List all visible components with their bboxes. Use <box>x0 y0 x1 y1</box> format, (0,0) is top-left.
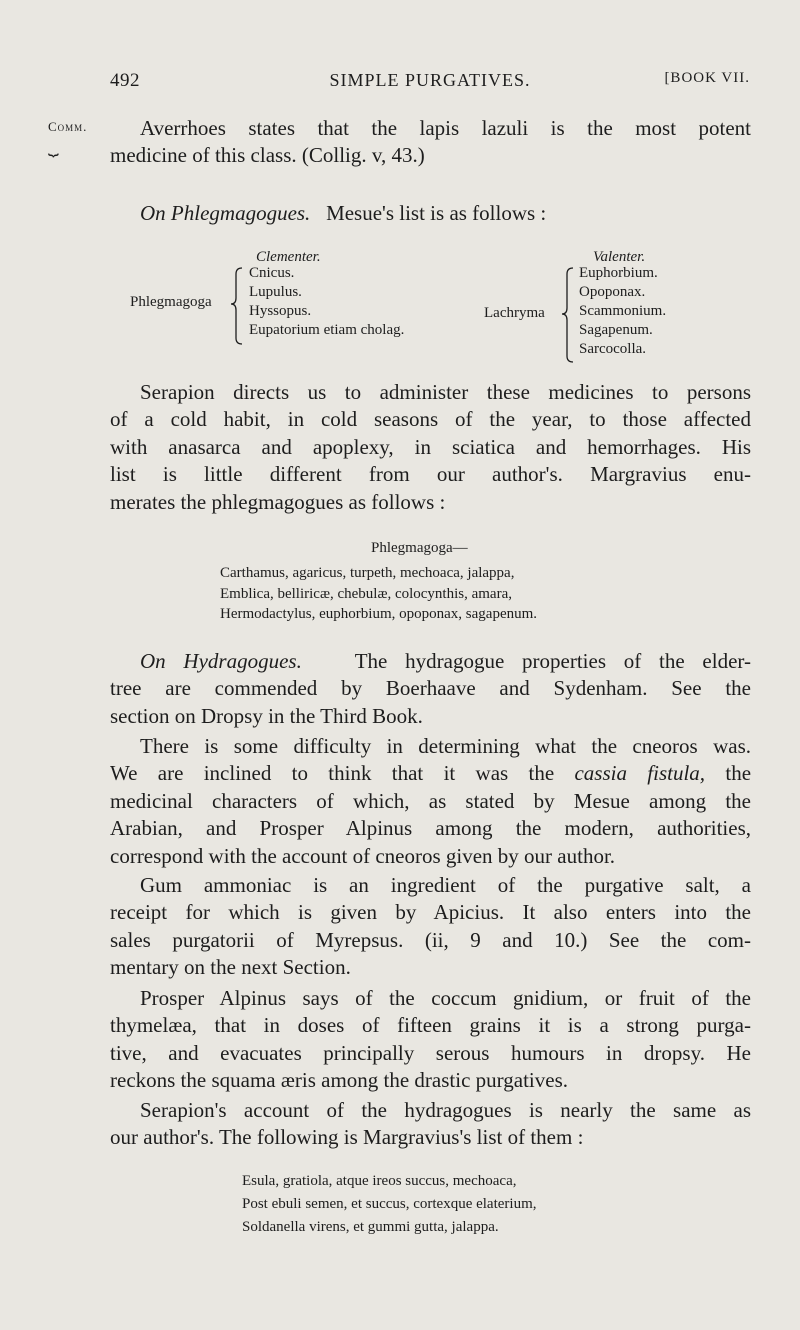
text-line: receipt for which is given by Apicius. It also enters into the <box>110 900 751 925</box>
text-run: We are inclined to think that it was the <box>110 761 555 786</box>
phlegm-heading <box>110 200 751 227</box>
text-run: the <box>725 761 752 786</box>
serapion-hydragogues-paragraph <box>110 1097 751 1152</box>
valenter-label: Valenter. <box>593 249 646 265</box>
verse-line: Emblica, belliricæ, chebulæ, colocynthis, amara, <box>220 585 512 602</box>
text-line: with anasarca and apoplexy, in sciatica and hemorrhages. His <box>110 434 751 459</box>
heading-italic: On Phlegmagogues. <box>140 201 311 225</box>
text-line: tree are commended by Boerhaave and Sydenham. See the <box>110 676 751 701</box>
margravius-phlegm-title: Phlegmagoga— <box>371 540 468 556</box>
valenter-list <box>579 264 666 359</box>
text-line: Gum ammoniac is an ingredient of the purgative salt, a <box>140 873 751 897</box>
list-item: Euphorbium. <box>579 265 658 281</box>
margin-note: Comm. <box>48 119 88 134</box>
text-line: thymelæa, that in doses of fifteen grains it is a strong purga- <box>110 1013 751 1038</box>
list-item: Hyssopus. <box>249 303 312 319</box>
list-item: Lupulus. <box>249 284 302 300</box>
margravius-hydra-list <box>242 1170 537 1239</box>
intro-paragraph <box>110 115 751 170</box>
list-item: Scammonium. <box>579 303 667 319</box>
heading-italic: On Hydragogues. <box>140 649 302 673</box>
text-line: correspond with the account of cneoros given by our author. <box>110 843 616 868</box>
hydragogues-paragraph <box>110 648 751 730</box>
text-line: of a cold habit, in cold seasons of the year, to those affected <box>110 407 751 432</box>
list-item: Sagapenum. <box>579 322 653 338</box>
heading-rest: Mesue's list is as follows : <box>326 201 547 225</box>
text-line: Serapion's account of the hydragogues is nearly the same as <box>140 1098 751 1122</box>
text-line: Prosper Alpinus says of the coccum gnidium, or fruit of the <box>140 986 751 1010</box>
serapion-paragraph <box>110 379 751 516</box>
margin-brace-icon: ⏟ <box>48 136 57 156</box>
margravius-phlegm-list <box>220 563 537 625</box>
cneoros-paragraph <box>110 733 751 870</box>
list-item: Sarcocolla. <box>579 341 647 357</box>
verse-line: Hermodactylus, euphorbium, opoponax, sagapenum. <box>220 606 538 622</box>
running-header <box>110 70 750 94</box>
list-item: Opoponax. <box>579 284 646 300</box>
text-line: Arabian, and Prosper Alpinus among the modern, authorities, <box>110 816 751 841</box>
verse-line: Post ebuli semen, et succus, cortexque elaterium, <box>242 1196 537 1212</box>
text-line: tive, and evacuates principally serous humours in dropsy. He <box>110 1040 751 1065</box>
clementer-label: Clementer. <box>256 249 321 265</box>
italic-term: cassia fistula, <box>574 761 706 786</box>
text-run: The hydragogue properties of the elder- <box>354 649 751 673</box>
page-number: 492 <box>110 70 140 91</box>
text-line: medicinal characters of which, as stated by Mesue among the <box>110 788 751 813</box>
text-line: our author's. The following is Margravius's list of them : <box>110 1125 584 1150</box>
lachryma-label: Lachryma <box>484 305 545 321</box>
clementer-list <box>249 264 404 340</box>
prosper-paragraph <box>110 985 751 1095</box>
verse-line: Esula, gratiola, atque ireos succus, mechoaca, <box>242 1173 517 1189</box>
text-line: section on Dropsy in the Third Book. <box>110 703 423 728</box>
book-label: [BOOK VII. <box>664 70 750 86</box>
text-line: list is little different from our author's. Margravius enu- <box>110 462 751 487</box>
verse-line: Carthamus, agaricus, turpeth, mechoaca, jalappa, <box>220 565 515 581</box>
text-line: merates the phlegmagogues as follows : <box>110 489 446 514</box>
gum-ammoniac-paragraph <box>110 872 751 982</box>
phlegmagoga-label: Phlegmagoga <box>130 294 212 310</box>
text-line: reckons the squama æris among the drastic purgatives. <box>110 1068 569 1093</box>
list-item: Eupatorium etiam cholag. <box>249 322 405 338</box>
left-brace-icon <box>230 266 246 346</box>
right-brace-icon <box>561 266 577 364</box>
text-line: Serapion directs us to administer these medicines to persons <box>140 380 751 404</box>
text-line: medicine of this class. (Collig. v, 43.) <box>110 143 425 168</box>
list-item: Cnicus. <box>249 265 295 281</box>
text-line: mentary on the next Section. <box>110 955 351 980</box>
running-title: SIMPLE PURGATIVES. <box>329 70 531 90</box>
text-line: Averrhoes states that the lapis lazuli is the most potent <box>140 116 751 140</box>
text-line: sales purgatorii of Myrepsus. (ii, 9 and 10.) See the com- <box>110 927 751 952</box>
text-line: There is some difficulty in determining what the cneoros was. <box>140 734 751 758</box>
verse-line: Soldanella virens, et gummi gutta, jalappa. <box>242 1219 499 1235</box>
